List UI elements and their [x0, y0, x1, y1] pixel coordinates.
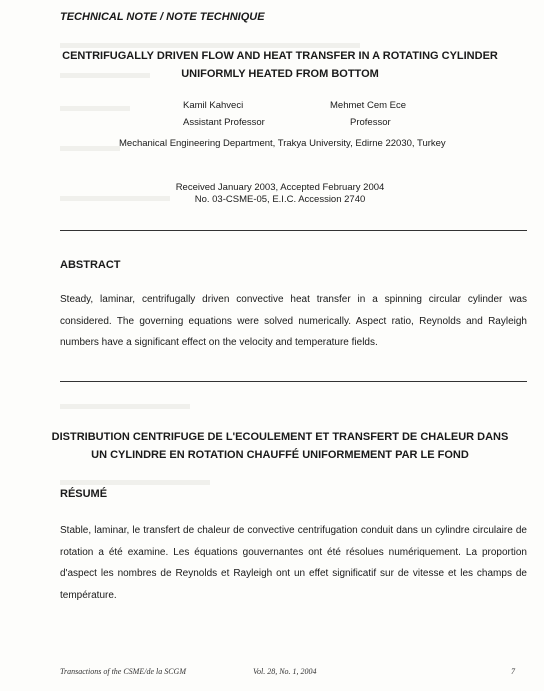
- affiliation: Mechanical Engineering Department, Trakya University, Edirne 22030, Turkey: [119, 138, 446, 149]
- resume-heading: RÉSUMÉ: [60, 488, 108, 500]
- page-number: 7: [511, 667, 515, 676]
- french-title-line: UN CYLINDRE EN ROTATION CHAUFFÉ UNIFORMEMENT PAR LE FOND: [91, 449, 469, 461]
- author-block: [183, 97, 265, 131]
- section-divider: [60, 230, 527, 231]
- english-title-line: CENTRIFUGALLY DRIVEN FLOW AND HEAT TRANSFER IN A ROTATING CYLINDER: [62, 50, 498, 62]
- volume-info: Vol. 28, No. 1, 2004: [253, 667, 317, 676]
- journal-name: Transactions of the CSME/de la SCGM: [60, 667, 186, 676]
- abstract-heading: ABSTRACT: [60, 259, 121, 271]
- received-block: [40, 182, 520, 206]
- english-title-line: UNIFORMLY HEATED FROM BOTTOM: [181, 68, 379, 80]
- abstract-text: Steady, laminar, centrifugally driven convective heat transfer in a spinning circular cylinder was considered. The governing equations were solved numerically. Aspect ratio, Reynolds and Rayleigh numbers have a significant effect on the velocity and temperature fields.: [60, 294, 527, 348]
- note-type-label: TECHNICAL NOTE / NOTE TECHNIQUE: [60, 11, 265, 23]
- resume-text: Stable, laminar, le transfert de chaleur de convective centrifugation conduit dans un cylindre circulaire de rotation a été examine. Les équations gouvernantes ont été résolues numériquement. La proportion d'aspect les nombres de Reynolds et Rayleigh ont un effet significatif sur de vitesse et les champs de température.: [60, 525, 527, 601]
- author-name: Mehmet Cem Ece: [330, 100, 407, 111]
- author-role: Assistant Professor: [183, 117, 265, 128]
- french-title: [40, 428, 520, 464]
- accession-number: No. 03-CSME-05, E.I.C. Accession 2740: [194, 194, 366, 205]
- french-title-line: DISTRIBUTION CENTRIFUGE DE L'ECOULEMENT ET TRANSFERT DE CHALEUR DANS: [51, 431, 509, 443]
- english-title: [40, 47, 520, 83]
- show-through-line: [60, 106, 130, 111]
- received-dates: Received January 2003, Accepted February 2004: [175, 182, 385, 193]
- section-divider: [60, 381, 527, 382]
- author-block: [330, 97, 406, 131]
- author-role: Professor: [350, 117, 391, 128]
- show-through-line: [60, 404, 190, 409]
- author-name: Kamil Kahveci: [183, 100, 244, 111]
- show-through-line: [60, 480, 210, 485]
- show-through-line: [60, 146, 120, 151]
